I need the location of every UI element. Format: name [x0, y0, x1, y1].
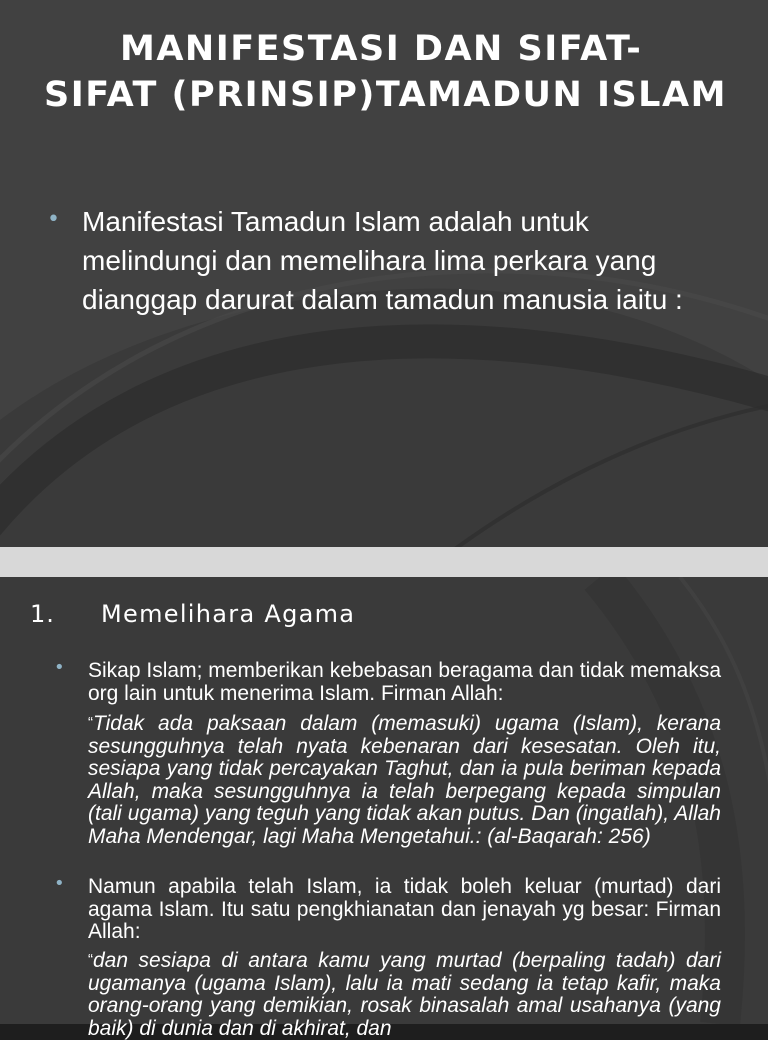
bullet-dot-icon: •: [54, 657, 65, 678]
quote-2-text: dan sesiapa di antara kamu yang murtad (berpaling tadah) dari ugamanya (ugama Islam), lalu ia mati sedang ia tetap kafir, maka orang-orang yang demikian, rosak binasalah amal usahanya (yang baik) di dunia dan di akhirat, dan: [88, 949, 721, 1040]
section-number: 1.: [30, 600, 55, 628]
bullet-2-text: Namun apabila telah Islam, ia tidak boleh keluar (murtad) dari agama Islam. Itu satu pengkhianatan dan jenayah yg besar: Firman Allah:: [88, 875, 721, 944]
quote-2-open-mark: “: [88, 951, 93, 968]
bullet-1-text: Sikap Islam; memberikan kebebasan beragama dan tidak memaksa org lain untuk menerima Islam. Firman Allah:: [88, 659, 721, 705]
slide-gap: [0, 547, 768, 577]
section-title: Memelihara Agama: [101, 600, 356, 628]
intro-bullet-text: Manifestasi Tamadun Islam adalah untuk melindungi dan memelihara lima perkara yang dianggap darurat dalam tamadun manusia iaitu :: [82, 206, 683, 315]
quote-1-open-mark: “: [88, 714, 93, 731]
quote-2: [88, 949, 721, 1040]
quote-1: [88, 712, 721, 849]
bullet-dot-icon: •: [54, 873, 65, 894]
quote-1-text: Tidak ada paksaan dalam (memasuki) ugama (Islam), kerana sesungguhnya telah nyata kebenaran dari kesesatan. Oleh itu, sesiapa yang tidak percayakan Taghut, dan ia pula beriman kepada Allah, maka sesungguhnya ia telah berpegang kepada simpulan (tali ugama) yang teguh yang tidak akan putus. Dan (ingatlah), Allah Maha Mendengar, lagi Maha Mengetahui.: (al-Baqarah: 256): [88, 712, 721, 848]
slide-title: MANIFESTASI DAN SIFAT-SIFAT (PRINSIP)TAMADUN ISLAM: [44, 29, 727, 115]
bullet-dot-icon: •: [47, 207, 60, 232]
